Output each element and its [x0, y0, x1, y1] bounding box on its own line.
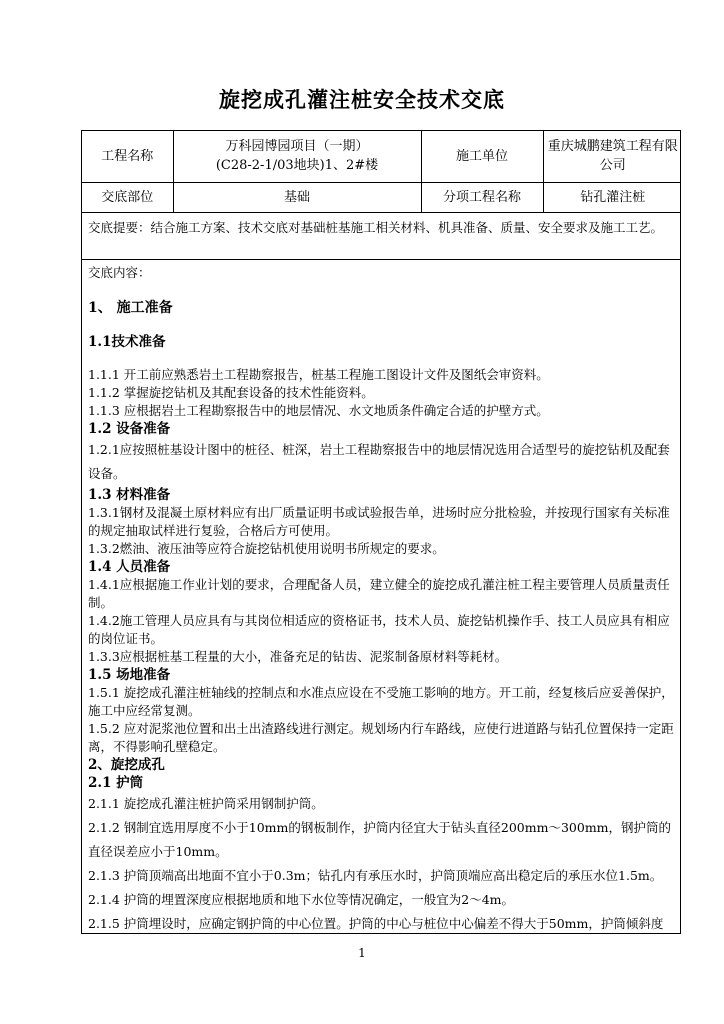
content-label: 交底内容： [88, 264, 151, 280]
sub-project-value: 钻孔灌注桩 [543, 182, 681, 212]
sub-project-label: 分项工程名称 [421, 182, 543, 212]
paragraph-1-1-3: 1.1.3 应根据岩土工程勘察报告中的地层情况、水文地质条件确定合适的护壁方式。 [88, 402, 549, 418]
project-info-table [82, 131, 681, 213]
document-title: 旋挖成孔灌注桩安全技术交底 [219, 87, 505, 112]
paragraph-2-1-3: 2.1.3 护筒顶端高出地面不宜小于0.3m；钻孔内有承压水时，护筒顶端应高出稳定后的承压水位1.5m。 [88, 867, 663, 883]
disclosure-part-label: 交底部位 [82, 182, 173, 212]
project-name-line1: 万科园博园项目（一期） [225, 139, 369, 155]
heading-2: 2、旋挖成孔 [88, 756, 165, 773]
project-name-line2: (C28-2-1/03地块)1、2#楼 [215, 158, 379, 174]
paragraph-1-3-1: 1.3.1钢材及混凝土原材料应有出厂质量证明书或试验报告单，进场时应分批检验，并按现行国家有关标准的规定抽取试样进行复验，合格后方可使用。 [88, 504, 670, 538]
project-name-label: 工程名称 [82, 131, 173, 182]
paragraph-1-4-2: 1.4.2施工管理人员应具有与其岗位相适应的资格证书，技术人员、旋挖钻机操作手、技工人员应具有相应的岗位证书。 [88, 612, 670, 646]
heading-1-1: 1.1技术准备 [88, 333, 166, 350]
disclosure-form [81, 130, 681, 934]
paragraph-1-4-1: 1.4.1应根据施工作业计划的要求，合理配备人员，建立健全的旋挖成孔灌注桩工程主要管理人员质量责任制。 [88, 576, 670, 610]
disclosure-part-value: 基础 [173, 182, 421, 212]
paragraph-1-2-1: 1.2.1应按照桩基设计图中的桩径、桩深，岩土工程勘察报告中的地层情况选用合适型号的旋挖钻机及配套设备。 [88, 441, 670, 481]
paragraph-2-1-1: 2.1.1 旋挖成孔灌注桩护筒采用钢制护筒。 [88, 795, 324, 811]
heading-1-3: 1.3 材料准备 [88, 486, 171, 503]
paragraph-1-3-2: 1.3.2燃油、液压油等应符合旋挖钻机使用说明书所规定的要求。 [88, 540, 445, 556]
paragraph-1-5-2: 1.5.2 应对泥浆池位置和出土出渣路线进行测定。规划场内行车路线，应使行进道路与钻孔位置保持一定距离，不得影响孔壁稳定。 [88, 720, 674, 754]
heading-1: 1、 施工准备 [88, 299, 173, 316]
page-number: 1 [358, 946, 366, 960]
heading-1-5: 1.5 场地准备 [88, 666, 171, 683]
heading-1-4: 1.4 人员准备 [88, 558, 171, 575]
paragraph-1-1-1: 1.1.1 开工前应熟悉岩土工程勘察报告，桩基工程施工图设计文件及图纸会审资料。 [88, 366, 549, 382]
paragraph-1-1-2: 1.1.2 掌握旋挖钻机及其配套设备的技术性能资料。 [88, 384, 374, 400]
paragraph-2-1-2: 2.1.2 钢制宜选用厚度不小于10mm的钢板制作，护筒内径宜大于钻头直径200mm～300mm，钢护筒的直径误差应小于10mm。 [88, 819, 672, 859]
paragraph-1-5-1: 1.5.1 旋挖成孔灌注桩轴线的控制点和水准点应设在不受施工影响的地方。开工前，经复核后应妥善保护，施工中应经常复测。 [88, 684, 674, 718]
paragraph-2-1-4: 2.1.4 护筒的埋置深度应根据地质和地下水位等情况确定，一般宜为2～4m。 [88, 891, 515, 907]
construction-unit-value: 重庆城鹏建筑工程有限公司 [543, 131, 681, 182]
disclosure-content [82, 260, 680, 935]
construction-unit-label: 施工单位 [421, 131, 543, 182]
heading-2-1: 2.1 护筒 [88, 774, 144, 791]
heading-1-2: 1.2 设备准备 [88, 420, 171, 437]
paragraph-2-1-5: 2.1.5 护筒埋设时，应确定钢护筒的中心位置。护筒的中心与桩位中心偏差不得大于50mm，护筒倾斜度 [88, 915, 664, 931]
paragraph-1-3-3: 1.3.3应根据桩基工程量的大小，准备充足的钻齿、泥浆制备原材料等耗材。 [88, 648, 508, 664]
disclosure-summary: 交底提要：结合施工方案、技术交底对基础桩基施工相关材料、机具准备、质量、安全要求及施工工艺。 [82, 213, 680, 260]
project-name-value [173, 131, 421, 182]
